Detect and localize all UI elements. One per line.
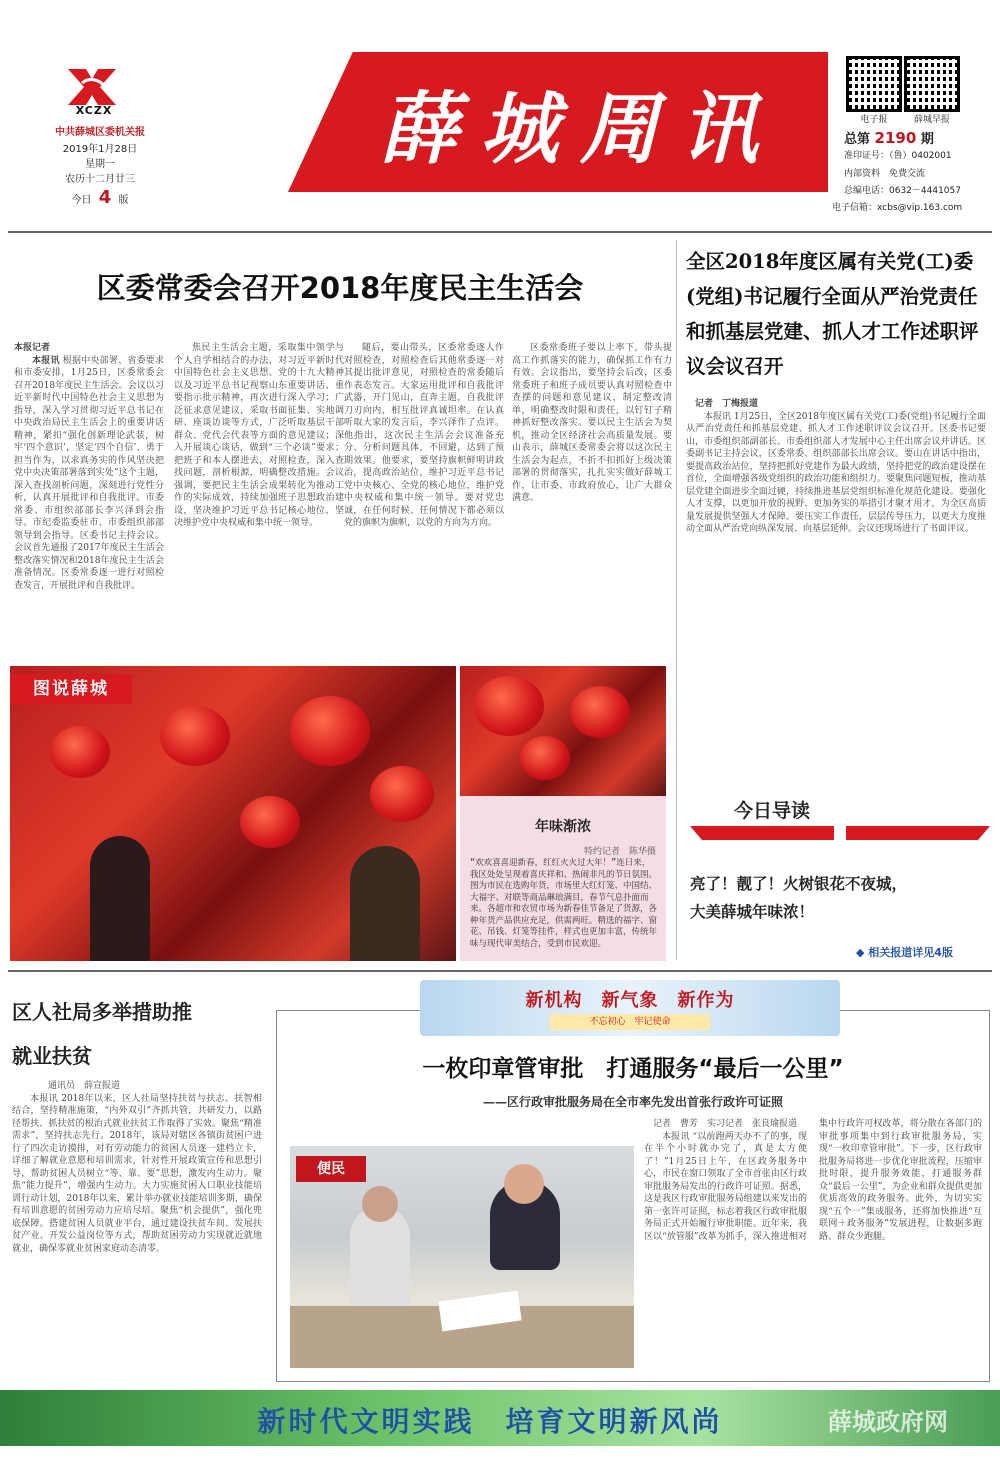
column-divider [676,240,677,960]
photo-caption-title: 年味渐浓 [535,819,591,835]
newspaper-logo-icon [64,64,120,106]
qr-code-epaper-icon[interactable] [846,56,902,112]
stamp-photo [290,1146,634,1368]
photo-lantern-market-left [10,666,456,961]
weekday: 星期一 [85,159,115,170]
editor-email[interactable]: 电子信箱：xcbs@vip.163.com [832,203,963,213]
stamp-subheadline: ——区行政审批服务局在全市率先发出首张行政许可证照 [482,1095,783,1109]
side-text: 本报讯 1月25日，全区2018年度区属有关党(工)委(党组)书记履行全面从严治党责任和抓基层党建、抓人才工作述职评议会议召开。区委书记要山，市委组织部副部长、市委组织部人才发展中心主任出席会议并讲话。区委副书记主持会议，区委常委、组织部部长出席会议。要山在讲话中指出，要提高政治站位，坚持把抓好党建作为最大政绩，坚持把党的政治建设摆在首位，全面增强各级党组织的政治功能和组织力。要聚焦问题短板，推动基层党建全面进步全面过硬，持续推进基层党组织标准化规范化建设。要强化人才支撑，以更加开放的视野、更加务实的举措引才聚才用才，为全区高质量发展提供坚强人才保障。要压实工作责任，层层传导压力，以更大力度推动全面从严治党向纵深发展、向基层延伸。会议还现场进行了书面评议。 [686,411,986,534]
civilization-banner-text: 新时代文明实践 培育文明新风尚 [257,1405,723,1438]
banner-subtitle: 不忘初心 牢记使命 [550,1014,710,1030]
editor-phone: 总编电话：0632－4441057 [844,186,961,196]
stamp-headline[interactable]: 一枚印章管审批 打通服务“最后一公里” [422,1056,844,1082]
employment-headline-2[interactable]: 就业扶贫 [12,1044,92,1068]
lead-dateline: 本报讯 [32,355,60,366]
side-story-headline[interactable]: 全区2018年度区属有关党(工)委(党组)书记履行全面从严治党责任和抓基层党建、抓人才工作述职评议会议召开 [686,250,979,378]
lead-text-2: 焦民主生活会主题，采取集中领学与个人自学相结合的办法，对习近平新时代中国特色社会主义思想、党的十九大精神以及习近平总书记视察山东重要讲话、重要指示批示精神，再次进行深入学习；广泛征求意见建议，采取书面征集、实地调研、座谈访谈等方式，广泛听取基层干部群众、党代会代表等方面的意见建议；深入开展谈心谈话，做到“三个必谈”要求；把班子和本人摆进去，对照检查，深入查找问题，剖析根源，明确整改措施。会议强调，要把民主生活会成果转化为推动工作的实际成效，持续加强班子思想政治建设，坚决维护习近平总书记核心地位，坚决维护党中央权威和集中统一领导。 [174,343,344,528]
lead-story-col4 [512,342,672,652]
issue-date: 2019年1月28日 [62,144,138,155]
page-unit: 版 [118,195,129,206]
issue-unit: 期 [920,132,934,147]
issue-label: 总第 [844,132,871,147]
new-institution-banner [420,980,840,1036]
employment-body [12,1080,262,1380]
logo-text: XCZX [75,104,113,117]
qr-label-morning: 薛城早报 [913,115,950,125]
issue-value: 2190 [874,129,917,147]
photo-lantern-market-right [460,666,666,796]
internal-note: 内部资料 免费交流 [844,169,926,179]
employment-text: 本报讯 2018年以来，区人社局坚持扶贫与扶志、扶智相结合，坚持精准施策，“内外双引”齐抓共管，共研发力，以路径帮扶、抓扶贫的根治式就业扶贫工作取得了实效。聚焦“精准需求”，坚持扶志先行。2018年，该局对辖区各镇街贫困户进行了四次走访摸排，对有劳动能力的贫困人员逐一建档立卡，详细了解就业意愿和培训需求，针对性开展政策宣传和思想引导，帮助贫困人员树立“等、靠、要”思想，激发内生动力。聚焦“能力提升”，增强内生动力。大力实施贫困人口职业技能培训行动计划，2018年以来，累计举办就业技能培训多期，确保有培训意愿的贫困劳动力应培尽培。聚焦“机会提供”，强化兜底保障。搭建贫困人员就业平台，通过建设扶贫车间、发展扶贫产业、开发公益岗位等方式，帮助贫困劳动力实现就近就地就业，确保零就业贫困家庭动态清零。 [12,1093,262,1254]
lead-story-col1 [14,342,164,652]
stamp-body [644,1118,982,1376]
lead-story-headline[interactable]: 区委常委会召开2018年度民主生活会 [96,271,584,305]
guide-underline [690,826,990,840]
banner-title: 新机构 新气象 新作为 [525,990,735,1011]
photo-section-tag: 图说薛城 [10,674,132,704]
newspaper-title: 薛城周讯 [379,84,780,175]
photo-caption-box [460,796,666,961]
masthead-divider [8,231,992,233]
guide-related-link[interactable]: ◆ 相关报道详见4版 [856,946,953,959]
guide-headline-2[interactable]: 大美薛城年味浓！ [690,903,815,921]
guide-headline-1[interactable]: 亮了！靓了！火树银花不夜城， [690,875,908,893]
lead-story-col3 [344,342,504,652]
lead-text-4: 区委常委班子要以上率下，带头提高工作抓落实的能力，确保抓工作有力有效。会议指出，要坚持会后改，区委常委班子和班子成员要认真对照检查中查摆的问题和意见建议，制定整改清单，明确整改时限和责任，以钉钉子精神抓好整改落实。要以民主生活会为契机，推动全区经济社会高质量发展。要山表示，薛城区委常委会将以这次民主生活会为起点，不折不扣抓好上级决策部署的贯彻落实，扎扎实实做好薛城工作，让市委、市政府放心，让广大群众满意。 [512,343,672,503]
issue-number [844,128,994,147]
side-byline: 记者 丁梅报道 [695,399,759,409]
guide-title: 今日导读 [733,800,810,822]
civilization-banner [0,1390,1000,1446]
section-divider [8,970,992,972]
today-label: 今日 [71,195,92,206]
stamp-photo-sign: 便民 [296,1156,366,1182]
employment-byline: 通讯员 薛宣报道 [48,1081,121,1091]
lead-story-col2 [174,342,344,652]
photo-caption-text: “欢欢喜喜迎新春，红红火火过大年！”连日来，我区处处呈现着喜庆祥和、热闹非凡的节日氛围。图为市民在选购年货，市场里大红灯笼、中国结、大福字、对联等商品琳琅满目，春节气息扑面而来。各超市和农贸市场为新春佳节备足了货源，各种年货产品供应充足，供需两旺。精选的福字、窗花、吊钱、灯笼等挂件，样式也更加丰富，传统年味与现代审美结合，受到市民欢迎。 [470,858,658,949]
masthead [0,0,1000,235]
qr-code-morning-icon[interactable] [904,56,960,112]
site-watermark: 薛城政府网 [828,1408,948,1436]
print-permit: 准印证号：（鲁）0402001 [844,151,952,161]
publisher-line: 中共薛城区委机关报 [55,127,145,138]
side-story-body [686,398,986,778]
lead-text-3: 随后，要山带头，区委常委逐人作对照检查，对照检查后其他常委逐一对其提出批评意见，对照检查的常委随后作表态发言。大家运用批评和自我批评武器，开门见山，直奔主题，自我批评刀刃向内，相互批评真诚坦率。在认真听取大家的发言后，李兴泽作了点评。他指出，这次民主生活会会议准备充分、分析问题具体，不回避，达到了预期效果。他要求，要坚持旗帜鲜明讲政治，提高政治站位，维护习近平总书记党中央核心、全党的核心地位，维护党中央权威和集中统一领导。要对党忠诚，在任何时候、任何情况下都必须以党的旗帜为旗帜，以党的方向为方向。 [344,343,504,528]
stamp-byline: 记者 曹芳 实习记者 张良瑜报道 [653,1119,798,1129]
photo-credit: 特约记者 陈华摄 [583,847,656,857]
qr-label-epaper: 电子报 [860,115,888,125]
today-pages [40,187,160,208]
lead-text-1: 根据中央部署、省委要求和市委安排，1月25日，区委常委会召开2018年度民主生活会。会议以习近平新时代中国特色社会主义思想为指导，深入学习贯彻习近平总书记在中央政治局民主生活会上的重要讲话精神，紧扣“强化创新理论武装，树牢‘四个意识’，坚定‘四个自信’，勇于担当作为，以求真务实的作风坚决把党中央决策部署落到实处”这个主题，深入查找剖析问题，深刻进行党性分析，认真开展批评和自我批评。市委常委、市组织部部长李兴泽到会指导。市纪委监委驻市、市委组织部部领导到会指导。区委书记主持会议。会议首先通报了2017年度民主生活会整改落实情况和2018年度民主生活会准备情况。区委常委逐一进行对照检查发言，开展批评和自我批评。 [14,355,164,591]
stamp-text: 本报讯 “以前跑两天办不了的事，现在半个小时就办完了，真是太方便了！”1月25日上午，在区政务服务中心，市民在窗口领取了全市首张由区行政审批服务局发出的行政许可证照。据悉，这是我区行政审批服务局组建以来发出的第一张许可证照，标志着我区行政审批服务局正式开始履行审批职能。近年来，我区以“放管服”改革为抓手，深入推进相对集中行政许可权改革，将分散在各部门的审批事项集中到行政审批服务局，实现“一枚印章管审批”。下一步，区行政审批服务局将进一步优化审批流程，压缩审批时限，提升服务效能，打通服务群众“最后一公里”，为企业和群众提供更加优质高效的政务服务。此外，为切实实现“五个一”集成服务，还将加快推进“互联网＋政务服务”发展进程，让数据多跑路、群众少跑腿。 [644,1119,982,1242]
page-count: 4 [98,187,112,208]
employment-headline-1[interactable]: 区人社局多举措助推 [12,1000,192,1024]
lunar-date: 农历十二月廿三 [65,174,135,185]
lead-byline: 本报记者 [14,343,51,353]
